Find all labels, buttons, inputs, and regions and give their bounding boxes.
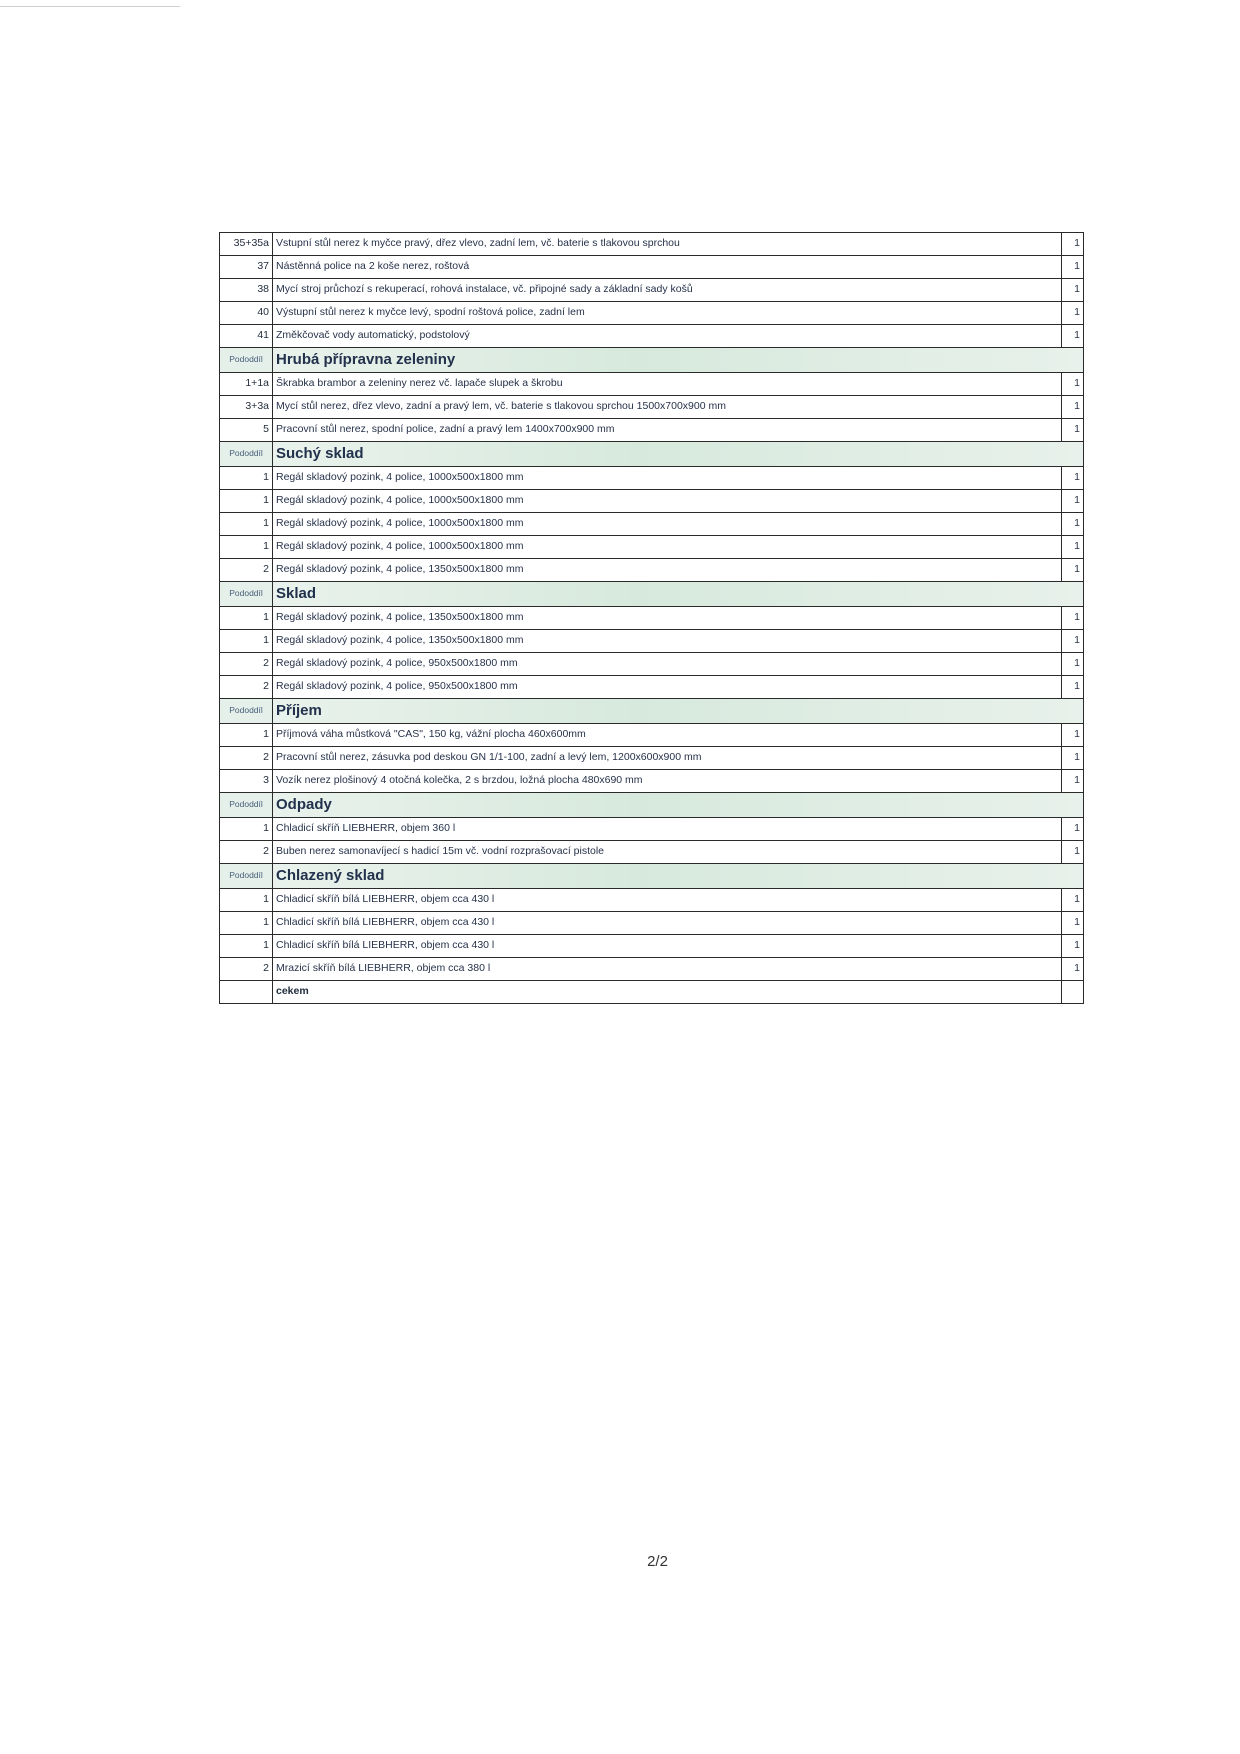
item-code: 1+1a: [220, 373, 273, 396]
item-code: 3: [220, 770, 273, 793]
item-description: Regál skladový pozink, 4 police, 1000x500x1800 mm: [273, 467, 1062, 490]
table-row: [220, 536, 1084, 559]
table-row: [220, 889, 1084, 912]
item-code: 2: [220, 559, 273, 582]
item-code: 2: [220, 841, 273, 864]
item-code: 2: [220, 747, 273, 770]
item-quantity: 1: [1062, 676, 1084, 699]
item-quantity: 1: [1062, 607, 1084, 630]
table-row: [220, 513, 1084, 536]
section-tag: Pododdíl: [220, 442, 273, 467]
item-quantity: 1: [1062, 233, 1084, 256]
table-row: [220, 302, 1084, 325]
item-description: Příjmová váha můstková "CAS", 150 kg, vážní plocha 460x600mm: [273, 724, 1062, 747]
item-description: Chladicí skříň bílá LIEBHERR, objem cca 430 l: [273, 935, 1062, 958]
item-quantity: 1: [1062, 889, 1084, 912]
item-code: 40: [220, 302, 273, 325]
table-row: [220, 653, 1084, 676]
section-header-row: [220, 864, 1084, 889]
item-code: 1: [220, 818, 273, 841]
item-code: 1: [220, 513, 273, 536]
item-code: 1: [220, 889, 273, 912]
page-number: 2/2: [647, 1553, 668, 1570]
item-code: 1: [220, 935, 273, 958]
item-code: 41: [220, 325, 273, 348]
total-label: cekem: [273, 981, 1062, 1004]
item-quantity: 1: [1062, 724, 1084, 747]
item-description: Mrazicí skříň bílá LIEBHERR, objem cca 380 l: [273, 958, 1062, 981]
item-description: Regál skladový pozink, 4 police, 950x500x1800 mm: [273, 676, 1062, 699]
item-quantity: 1: [1062, 279, 1084, 302]
item-quantity: 1: [1062, 373, 1084, 396]
table-row: [220, 724, 1084, 747]
item-quantity: 1: [1062, 536, 1084, 559]
item-quantity: 1: [1062, 396, 1084, 419]
top-edge-rule: [0, 6, 180, 7]
section-title: Suchý sklad: [273, 442, 1084, 467]
item-description: Regál skladový pozink, 4 police, 1350x500x1800 mm: [273, 607, 1062, 630]
item-quantity: 1: [1062, 419, 1084, 442]
item-description: Vozík nerez plošinový 4 otočná kolečka, 2 s brzdou, ložná plocha 480x690 mm: [273, 770, 1062, 793]
item-code: 2: [220, 958, 273, 981]
item-quantity: 1: [1062, 935, 1084, 958]
item-description: Mycí stroj průchozí s rekuperací, rohová instalace, vč. připojné sady a základní sady košů: [273, 279, 1062, 302]
item-description: Regál skladový pozink, 4 police, 950x500x1800 mm: [273, 653, 1062, 676]
item-quantity: 1: [1062, 559, 1084, 582]
item-code: 2: [220, 653, 273, 676]
item-quantity: 1: [1062, 325, 1084, 348]
table-row: [220, 279, 1084, 302]
item-quantity: 1: [1062, 841, 1084, 864]
table-row: [220, 396, 1084, 419]
item-description: Buben nerez samonavíjecí s hadicí 15m vč. vodní rozprašovací pistole: [273, 841, 1062, 864]
item-quantity: 1: [1062, 747, 1084, 770]
item-quantity: 1: [1062, 912, 1084, 935]
table-row: [220, 233, 1084, 256]
table-row: [220, 419, 1084, 442]
item-code: 1: [220, 607, 273, 630]
total-qty-cell: [1062, 981, 1084, 1004]
equipment-table-body: [220, 233, 1084, 981]
table-row: [220, 770, 1084, 793]
item-description: Regál skladový pozink, 4 police, 1000x500x1800 mm: [273, 490, 1062, 513]
item-code: 1: [220, 490, 273, 513]
section-title: Odpady: [273, 793, 1084, 818]
item-description: Regál skladový pozink, 4 police, 1350x500x1800 mm: [273, 630, 1062, 653]
section-header-row: [220, 699, 1084, 724]
table-row: [220, 818, 1084, 841]
item-code: 38: [220, 279, 273, 302]
item-code: 2: [220, 676, 273, 699]
item-code: 1: [220, 724, 273, 747]
table-row: [220, 841, 1084, 864]
section-tag: Pododdíl: [220, 793, 273, 818]
item-description: Výstupní stůl nerez k myčce levý, spodní roštová police, zadní lem: [273, 302, 1062, 325]
section-tag: Pododdíl: [220, 348, 273, 373]
section-header-row: [220, 582, 1084, 607]
item-quantity: 1: [1062, 256, 1084, 279]
item-description: Vstupní stůl nerez k myčce pravý, dřez vlevo, zadní lem, vč. baterie s tlakovou sprchou: [273, 233, 1062, 256]
total-code-cell: [220, 981, 273, 1004]
item-quantity: 1: [1062, 630, 1084, 653]
table-row: [220, 373, 1084, 396]
item-code: 3+3a: [220, 396, 273, 419]
item-quantity: 1: [1062, 467, 1084, 490]
item-description: Chladicí skříň bílá LIEBHERR, objem cca 430 l: [273, 889, 1062, 912]
table-row: [220, 958, 1084, 981]
section-header-row: [220, 348, 1084, 373]
section-title: Chlazený sklad: [273, 864, 1084, 889]
item-code: 35+35a: [220, 233, 273, 256]
table-row: [220, 559, 1084, 582]
table-row: [220, 325, 1084, 348]
equipment-table-container: [219, 232, 1083, 1004]
item-description: Chladicí skříň bílá LIEBHERR, objem cca 430 l: [273, 912, 1062, 935]
item-description: Mycí stůl nerez, dřez vlevo, zadní a pravý lem, vč. baterie s tlakovou sprchou 1500x700x900 mm: [273, 396, 1062, 419]
section-tag: Pododdíl: [220, 582, 273, 607]
table-row: [220, 630, 1084, 653]
item-description: Pracovní stůl nerez, zásuvka pod deskou GN 1/1-100, zadní a levý lem, 1200x600x900 mm: [273, 747, 1062, 770]
item-quantity: 1: [1062, 302, 1084, 325]
item-description: Změkčovač vody automatický, podstolový: [273, 325, 1062, 348]
item-quantity: 1: [1062, 490, 1084, 513]
item-code: 1: [220, 536, 273, 559]
section-tag: Pododdíl: [220, 864, 273, 889]
item-description: Regál skladový pozink, 4 police, 1000x500x1800 mm: [273, 536, 1062, 559]
section-title: Příjem: [273, 699, 1084, 724]
item-code: 1: [220, 630, 273, 653]
table-row: [220, 935, 1084, 958]
section-header-row: [220, 793, 1084, 818]
section-title: Hrubá přípravna zeleniny: [273, 348, 1084, 373]
total-row: [220, 981, 1084, 1004]
section-tag: Pododdíl: [220, 699, 273, 724]
equipment-table: [219, 232, 1084, 1004]
table-row: [220, 607, 1084, 630]
item-description: Pracovní stůl nerez, spodní police, zadní a pravý lem 1400x700x900 mm: [273, 419, 1062, 442]
item-quantity: 1: [1062, 513, 1084, 536]
table-row: [220, 676, 1084, 699]
table-row: [220, 747, 1084, 770]
item-description: Regál skladový pozink, 4 police, 1350x500x1800 mm: [273, 559, 1062, 582]
section-header-row: [220, 442, 1084, 467]
item-description: Škrabka brambor a zeleniny nerez vč. lapače slupek a škrobu: [273, 373, 1062, 396]
table-row: [220, 256, 1084, 279]
item-description: Chladicí skříň LIEBHERR, objem 360 l: [273, 818, 1062, 841]
item-code: 5: [220, 419, 273, 442]
table-row: [220, 490, 1084, 513]
table-row: [220, 467, 1084, 490]
item-quantity: 1: [1062, 958, 1084, 981]
item-code: 37: [220, 256, 273, 279]
item-quantity: 1: [1062, 770, 1084, 793]
item-quantity: 1: [1062, 818, 1084, 841]
item-description: Regál skladový pozink, 4 police, 1000x500x1800 mm: [273, 513, 1062, 536]
table-row: [220, 912, 1084, 935]
item-quantity: 1: [1062, 653, 1084, 676]
section-title: Sklad: [273, 582, 1084, 607]
item-code: 1: [220, 912, 273, 935]
item-code: 1: [220, 467, 273, 490]
item-description: Nástěnná police na 2 koše nerez, roštová: [273, 256, 1062, 279]
